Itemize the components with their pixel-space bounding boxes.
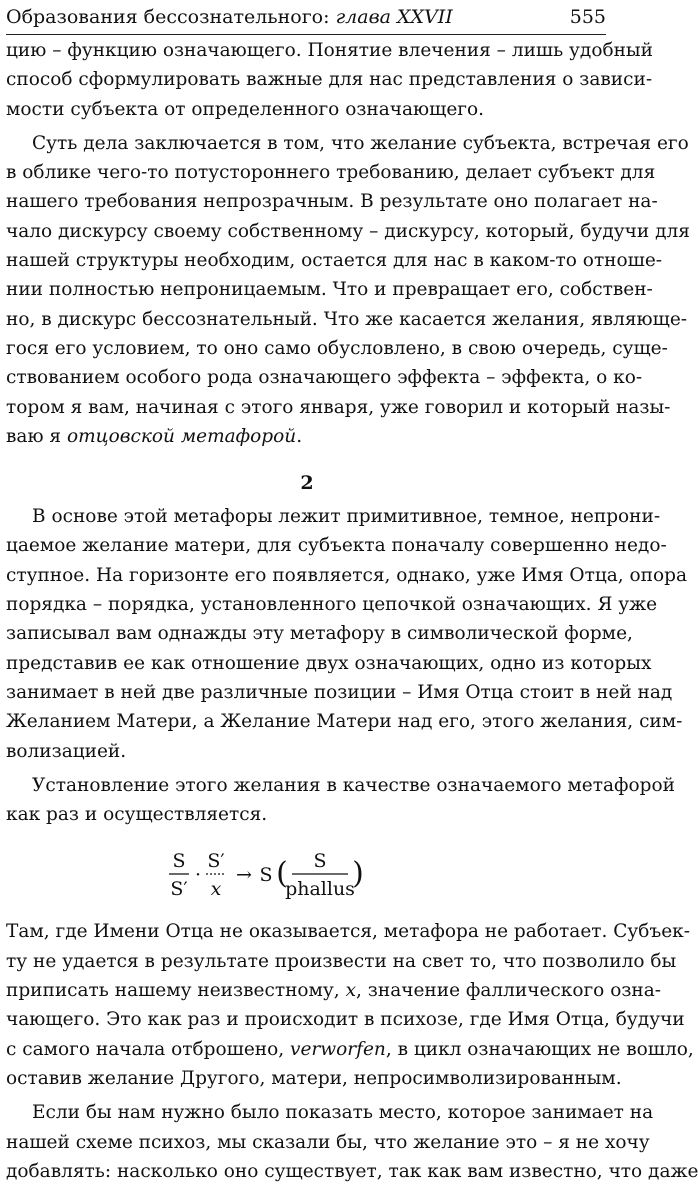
formula-frac1-denominator: S′ bbox=[170, 878, 188, 901]
text-line: нашего требования непрозрачным. В результате оно полагает на- bbox=[6, 191, 658, 213]
text-line: порядка – порядка, установленного цепочкой означающих. Я уже bbox=[6, 594, 658, 616]
text-line: Суть дела заключается в том, что желание субъекта, встречая его bbox=[32, 132, 689, 154]
text-fragment: . bbox=[296, 425, 303, 447]
chapter-title bbox=[6, 4, 453, 30]
text-line: нии полностью непроницаемым. Что и превращает его, собствен- bbox=[6, 279, 653, 301]
formula-dot: · bbox=[194, 864, 202, 887]
formula-result-symbol: S bbox=[259, 864, 273, 887]
title-chapter: глава XXVII bbox=[335, 6, 453, 28]
text-line: нашей структуры необходим, остается для нас в каком-то отноше- bbox=[6, 250, 663, 272]
text-line: тором я вам, начиная с этого января, уже говорил и который назы- bbox=[6, 396, 671, 418]
page-number: 555 bbox=[569, 6, 606, 28]
page-body bbox=[6, 36, 698, 1186]
paragraph-6 bbox=[6, 1098, 698, 1186]
running-head bbox=[6, 4, 606, 35]
paragraph-5 bbox=[6, 917, 694, 1093]
text-line: но, в дискурс бессознательный. Что же касается желания, являюще- bbox=[6, 308, 688, 330]
text-line: мости субъекта от определенного означающего. bbox=[6, 98, 485, 120]
text-line: цию – функцию означающего. Понятие влечения – лишь удобный bbox=[6, 40, 653, 61]
text-line: занимает в ней две различные позиции – Имя Отца стоит в ней над bbox=[6, 681, 673, 703]
text-fragment: ваю я bbox=[6, 425, 67, 447]
text-line: ствованием особого рода означающего эффекта – эффекта, о ко- bbox=[6, 367, 643, 389]
metaphor-formula bbox=[6, 837, 608, 911]
italic-term: verworfen bbox=[290, 1038, 386, 1060]
formula-svg bbox=[6, 837, 608, 911]
paragraph-1 bbox=[6, 36, 653, 124]
title-prefix: Образования бессознательного: bbox=[6, 6, 336, 28]
text-line: оставив желание Другого, матери, непросимволизированным. bbox=[6, 1067, 622, 1089]
text-line: приписать нашему неизвестному, x, значение фаллического озна- bbox=[6, 980, 662, 1002]
text-line: нашей схеме психоз, мы сказали бы, что желание это – я не хочу bbox=[6, 1131, 650, 1153]
formula-paren-close: ) bbox=[352, 856, 364, 892]
paragraph-4 bbox=[6, 771, 675, 830]
italic-term: отцовской метафорой bbox=[66, 425, 297, 447]
text-line: ту не удается в результате произвести на свет то, что позволило бы bbox=[6, 950, 677, 972]
paragraph-2 bbox=[6, 129, 690, 451]
text-line: гося его условием, то оно само обусловлено, в свою очередь, суще- bbox=[6, 337, 668, 359]
text-line: Там, где Имени Отца не оказывается, метафора не работает. Субъек- bbox=[6, 921, 690, 943]
italic-term: x bbox=[345, 980, 357, 1002]
text-line: Установление этого желания в качестве означаемого метафорой bbox=[32, 774, 675, 796]
formula-paren-open: ( bbox=[276, 856, 288, 892]
formula-frac3-numerator: S bbox=[313, 850, 327, 873]
formula-frac3-denominator: phallus bbox=[285, 878, 355, 901]
text-line: Если бы нам нужно было показать место, которое занимает на bbox=[32, 1102, 654, 1124]
formula-arrow: → bbox=[236, 864, 252, 887]
text-line: ступное. На горизонте его появляется, однако, уже Имя Отца, опора bbox=[6, 564, 687, 586]
text-line: способ сформулировать важные для нас представления о зависи- bbox=[6, 69, 653, 91]
text-line: Желанием Матери, а Желание Матери над его, этого желания, сим- bbox=[6, 711, 683, 733]
text-line: чающего. Это как раз и происходит в психозе, где Имя Отца, будучи bbox=[6, 1009, 685, 1031]
text-line: как раз и осуществляется. bbox=[6, 804, 268, 826]
text-line: волизацией. bbox=[6, 740, 127, 762]
text-line: цаемое желание матери, для субъекта поначалу совершенно недо- bbox=[6, 535, 667, 557]
text-line: записывал вам однажды эту метафору в символической форме, bbox=[6, 623, 633, 645]
formula-frac2-numerator: S′ bbox=[207, 850, 225, 873]
text-line: добавлять: насколько оно существует, так как вам известно, что даже bbox=[6, 1160, 698, 1182]
formula-frac1-numerator: S bbox=[172, 850, 186, 873]
text-line bbox=[6, 422, 608, 451]
text-line: с самого начала отброшено, verworfen, в цикл означающих не вошло, bbox=[6, 1038, 694, 1060]
text-line: В основе этой метафоры лежит примитивное, темное, непрони- bbox=[32, 506, 661, 528]
text-line: в облике чего-то потустороннего требованию, делает субъект для bbox=[6, 162, 656, 184]
paragraph-3 bbox=[6, 502, 687, 766]
text-line: представив ее как отношение двух означающих, одно из которых bbox=[6, 652, 652, 674]
formula-frac2-denominator: x bbox=[210, 878, 222, 901]
text-line: чало дискурсу своему собственному – дискурсу, который, будучи для bbox=[6, 220, 690, 242]
section-number: 2 bbox=[300, 472, 314, 495]
